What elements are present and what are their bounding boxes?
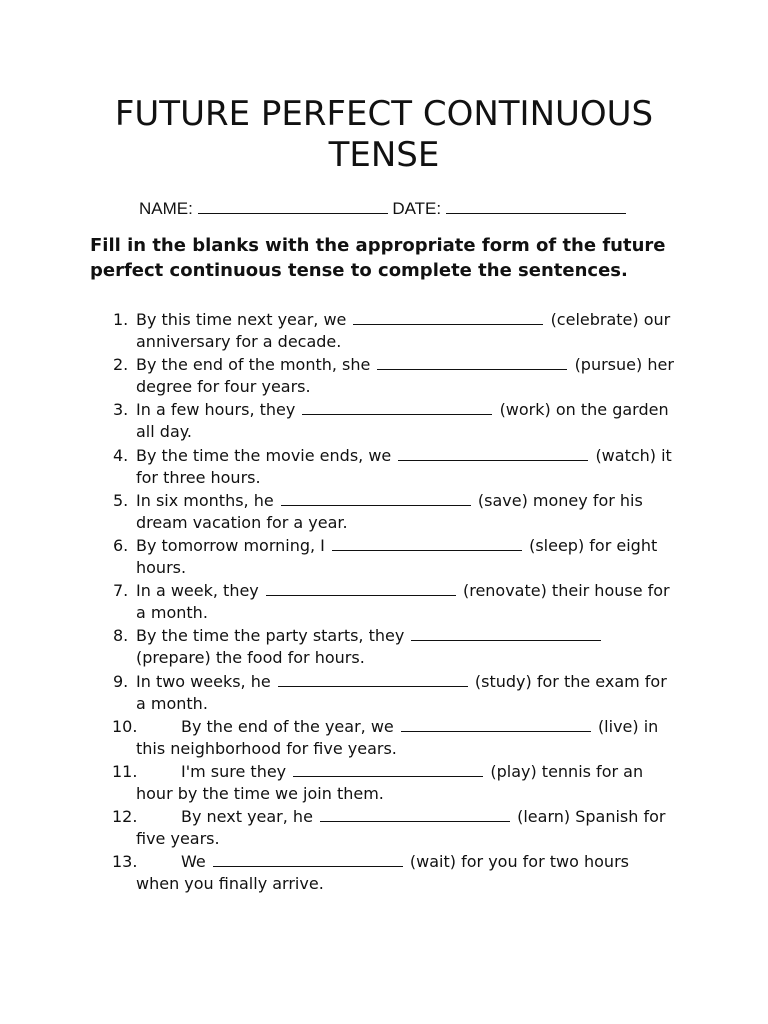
question-ending: (pursue) her degree for four years. <box>136 355 674 397</box>
question-item <box>0 354 676 398</box>
question-stem: By the end of the month, she <box>136 355 371 375</box>
question-ending: (prepare) the food for hours. <box>136 648 365 668</box>
question-stem: We <box>181 852 206 872</box>
question-text <box>136 626 603 667</box>
question-item <box>0 716 676 760</box>
question-ending: (celebrate) our anniversary for a decade. <box>136 310 671 351</box>
question-text <box>136 446 672 487</box>
question-stem: In six months, he <box>136 490 274 510</box>
question-stem: In a few hours, they <box>136 400 296 420</box>
answer-blank[interactable] <box>377 355 567 370</box>
question-item <box>0 671 676 715</box>
question-text <box>136 717 658 758</box>
question-ending: (wait) for you for two hours when you finally arrive. <box>136 852 629 894</box>
question-stem: By the time the party starts, they <box>136 626 405 646</box>
question-number: 2. <box>113 355 129 375</box>
answer-blank[interactable] <box>332 536 522 551</box>
question-number: 3. <box>113 400 129 420</box>
question-ending: (learn) Spanish for five years. <box>136 807 666 849</box>
answer-blank[interactable] <box>411 626 601 641</box>
question-stem: I'm sure they <box>181 761 287 781</box>
question-text <box>136 355 674 396</box>
question-text <box>136 491 643 532</box>
question-number: 6. <box>113 535 129 555</box>
question-ending: (sleep) for eight hours. <box>136 535 658 577</box>
question-stem: In a week, they <box>136 581 259 601</box>
question-item <box>0 445 676 489</box>
answer-blank[interactable] <box>293 762 483 777</box>
question-text <box>136 852 629 893</box>
question-number: 7. <box>113 581 129 601</box>
question-list <box>0 309 768 896</box>
question-ending: (save) money for his dream vacation for a year. <box>136 490 643 532</box>
question-stem: By next year, he <box>181 807 313 827</box>
question-number: 8. <box>113 626 129 646</box>
question-stem: By this time next year, we <box>136 310 347 329</box>
question-number: 12. <box>112 807 138 827</box>
question-text <box>136 762 643 803</box>
question-number: 13. <box>112 852 138 872</box>
question-text <box>136 581 670 622</box>
answer-blank[interactable] <box>398 446 588 461</box>
instructions: Fill in the blanks with the appropriate form of the future perfect continuous tense to complete the sentences. <box>90 235 666 281</box>
question-text <box>136 310 670 351</box>
question-text <box>136 672 667 713</box>
answer-blank[interactable] <box>281 491 471 506</box>
worksheet-title: FUTURE PERFECT CONTINUOUS TENSE <box>114 94 654 175</box>
question-item <box>0 580 676 624</box>
question-number: 4. <box>113 445 129 465</box>
question-item <box>0 399 676 443</box>
question-item <box>0 625 676 669</box>
answer-blank[interactable] <box>213 852 403 867</box>
question-stem: By the time the movie ends, we <box>136 445 392 465</box>
question-number: 10. <box>112 716 138 736</box>
question-ending: (play) tennis for an hour by the time we join them. <box>136 761 644 803</box>
question-number: 9. <box>113 671 129 691</box>
question-ending: (study) for the exam for a month. <box>136 671 667 713</box>
question-text <box>136 400 669 441</box>
question-number: 5. <box>113 490 129 510</box>
answer-blank[interactable] <box>320 807 510 822</box>
answer-blank[interactable] <box>266 581 456 596</box>
question-item <box>0 851 676 895</box>
question-stem: By tomorrow morning, I <box>136 535 325 555</box>
question-ending: (work) on the garden all day. <box>136 400 669 442</box>
question-stem: In two weeks, he <box>136 671 271 691</box>
question-ending: (watch) it for three hours. <box>136 445 672 487</box>
answer-blank[interactable] <box>401 717 591 732</box>
question-item <box>0 806 676 850</box>
question-number: 1. <box>113 310 129 329</box>
question-text <box>136 536 657 577</box>
name-date-row <box>139 196 626 219</box>
answer-blank[interactable] <box>353 310 543 325</box>
question-ending: (live) in this neighborhood for five years. <box>136 716 659 758</box>
question-item <box>0 490 676 534</box>
date-label: DATE: <box>392 199 442 218</box>
answer-blank[interactable] <box>302 400 492 415</box>
question-item <box>0 535 676 579</box>
question-item <box>0 761 676 805</box>
question-item <box>0 309 676 353</box>
question-text <box>136 807 665 848</box>
question-number: 11. <box>112 761 138 781</box>
question-stem: By the end of the year, we <box>181 716 394 736</box>
question-ending: (renovate) their house for a month. <box>136 581 670 623</box>
date-blank[interactable] <box>446 196 626 214</box>
name-blank[interactable] <box>198 196 388 214</box>
name-label: NAME: <box>139 199 193 218</box>
answer-blank[interactable] <box>278 672 468 687</box>
